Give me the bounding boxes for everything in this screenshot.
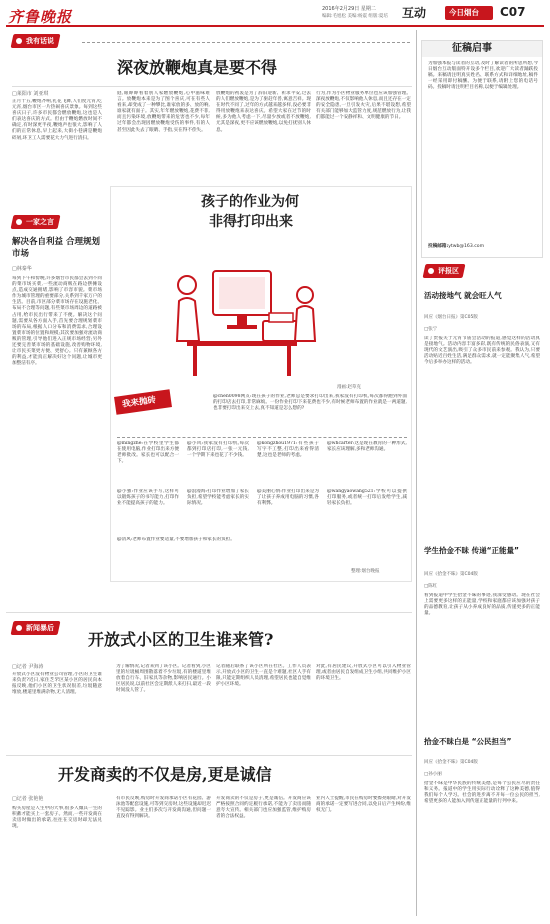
badge-label: 我来抛砖	[121, 395, 157, 410]
comment-9: @清风:老师布置作业要适量,不要增加孩子和家长的负担。	[117, 537, 235, 542]
city-label: 今日烟台	[449, 8, 479, 17]
monitor-base	[227, 325, 257, 329]
child-head	[297, 287, 313, 303]
article3-column-3: 记者随后联系了该小区所在社区。工作人员表示,开放式小区的卫生一直是个难题,社区人手有限,只能定期组织人员清理,希望居民也能自觉维护小区环境。	[216, 664, 311, 688]
cartoon-illustration	[173, 249, 323, 381]
pingbao-item3-title: 拾金不昧白是 “公民担当”	[424, 737, 512, 746]
article3-byline: □记者 尹海涛	[12, 664, 44, 670]
zhenggao-email[interactable]: ytwb@163.com	[448, 244, 485, 249]
zhenggao-body: 为加强本报与读者的互动,及时了解读者的所思所想,今日烟台互动版面特开设多个栏目,欢迎广大读者踊跃投稿。来稿请注明真实姓名、联系方式和详细地址,稿件一经采用即付稿酬。为便于联系,请附上您的电话号码。投稿时请注明栏目名称,以便于编辑处理。	[428, 61, 538, 91]
masthead	[0, 0, 550, 34]
page-number: C07	[500, 5, 526, 19]
issue-date: 2016年2月29日 星期二	[322, 6, 376, 12]
article1-column-3: 放鞭炮的初衷是为了辞旧迎新、祈求平安,过去的人们燃放鞭炮,是为了驱赶年兽,寓意吉祥。现在时代不同了,过年的方式越来越多样,没必要非得用放鞭炮来表达喜庆。希望大家在过节的时候,多为他人考虑一下,尽量少放或者不放鞭炮,尤其是深夜,更不应该燃放鞭炮,以免打扰别人休息。	[216, 91, 311, 133]
pingbao-item2-source: 回应《拾金不昧》第C04版	[424, 572, 478, 577]
section-tag-wo-you-hua-shuo: 我有话说	[11, 34, 61, 48]
section-tag-ping-bao-qu: 评报区	[423, 264, 466, 278]
monitor-screen	[219, 277, 265, 309]
illustration-caption: 漫画:赵草克	[337, 385, 362, 390]
zhenggao-title-bar	[422, 41, 542, 57]
comment-8: @wangyaowang521:学校可以提供打印服务,或者统一打印后发给学生,减轻家长负担。	[327, 489, 407, 507]
pingbao-item3-body: 拾金不昧是中华民族的传统美德,是每个公民应尽的责任和义务。报道中的学生用实际行动诠释了这种美德,值得我们每个人学习。社会的进步离不开每一位公民的担当,希望更多的人能加入到传递正能量的行列中来。	[424, 781, 540, 805]
pingbao-item3-byline: □孙小丽	[424, 772, 442, 777]
feature-title-line-2: 非得打印出来	[209, 214, 293, 230]
pingbao-item1-source: 回应《烟台日报》第C05版	[424, 315, 478, 320]
feature-compiler: 整理:烟台晚报	[351, 569, 380, 574]
comment-5: @小强:作业应该手写,这样可以锻炼孩子的书写能力,打印作业不能提高孩子的能力。	[117, 489, 179, 507]
printer	[263, 321, 299, 341]
article2-title: 解决各自利益 合理规划市场	[12, 237, 100, 259]
article3-column-4: 对此,有居民建议,开放式小区可以引入物业管理,或者由居民自发组成卫生小组,共同维护小区的环境卫生。	[316, 664, 411, 682]
comment-6: @浪漫海:打印作业增加了家长负担,希望学校能考虑家长的实际情况。	[187, 489, 249, 507]
article4-column-3: 开发商卖的不仅是房子,更是诚信。开发商应该严格按照合同约定履行承诺,不能为了卖房而随意夸大宣传。相关部门也应加强监管,维护购房者的合法权益。	[216, 796, 311, 820]
article4-column-4: 业内人士提醒,市民在购房时要擦亮眼睛,对开发商的承诺一定要写进合同,以免日后产生纠纷,维权无门。	[316, 796, 411, 814]
badge-wo-lai-pao-zhuan	[114, 389, 172, 415]
masthead-rule	[6, 25, 544, 27]
article2-body: 每到下午和傍晚,许多烟台市民都会去到不同的菜市场买菜,一些流动商贩在路边摆摊设点,造成交通拥堵,影响了市容市貌。菜市场作为城市管理的重要部分,关系到千家万户的生活。目前,市区部分菜市场存在设施老化、布局不合理等问题,有些菜市场周边的道路被占用,给市民出行带来了不便。解决这个问题,需要从各方面入手,首先要合理规划菜市场的布局,根据人口分布和消费需求,合理设置菜市场的位置和规模;其次要加强对流动商贩的管理,引导他们进入正规市场经营;另外还要完善菜市场的基础设施,改善购物环境,让市民买菜更方便、更舒心。只有兼顾各方的利益,才能真正解决好这个问题,让城市更加整洁有序。	[12, 276, 102, 367]
article1-title: 深夜放鞭炮真是要不得	[117, 58, 278, 77]
article2-byline: □林秦华	[12, 266, 32, 272]
pingbao-item2-body: 看到报道中学生拾金不昧的事迹,我深受感动。现在社会上需要更多这样的正能量,学校和家庭都应该加强对孩子的品德教育,让孩子从小养成良好的品质,传递更多的正能量。	[424, 593, 540, 617]
feature-divider	[117, 437, 407, 438]
pingbao-item1-title: 活动接地气 就会旺人气	[424, 291, 502, 300]
feature-intro: @chen0098网友:现在孩子的作业,老师总是要求打印出来,我家没有打印机,每次都得跑到外面的打印店去打印,非常麻烦。一份作业打印下来花费也不少,有时候老师布置的作业就是一两道题,也非要打印出来交上去,真不知道是怎么想的?	[213, 394, 407, 412]
article1-byline: □莱阳市 刘亚琪	[12, 91, 49, 97]
article3-title: 开放式小区的卫生谁来管?	[88, 630, 274, 649]
article4-byline: □记者 张艳艳	[12, 796, 44, 802]
article1-title-rule	[12, 86, 412, 87]
pingbao-item2-title: 学生拾金不昧 传递“正能量”	[424, 546, 519, 555]
tag-rule	[82, 42, 410, 43]
monitor-stand	[237, 315, 247, 325]
article1-column-1: 正月十五,鞭炮齐响,礼花飞舞,人们度元宵,吃元宵,烟台市区一片热闹喜庆景象。每到这些喜庆日子,许多市民都会燃放鞭炮,这也是人们表达喜庆的方式。但由于鞭炮燃放时间不确定,有时深更半夜,鞭炮声也很大,影响了人们的正常休息,早上起来,大街小巷满是鞭炮碎屑,环卫工人需要花大力气进行清扫。	[12, 99, 102, 141]
parent-body	[177, 298, 199, 341]
feature-title-line-1: 孩子的作业为何	[201, 194, 299, 210]
section-tag-xin-wen-bao-hou: 新闻暴后	[11, 621, 61, 635]
comment-4: @whcarter:这是现在教育的一种形式,家长应该理解,多和老师沟通。	[327, 441, 407, 453]
editor-credits: 编辑:毛旭松 美编:杨震 组版:夏培	[322, 14, 388, 19]
sidebar-divider	[416, 30, 417, 916]
pingbao-item2-byline: □陈红	[424, 584, 438, 589]
zhenggao-box	[421, 40, 543, 258]
section-name: 互动	[402, 6, 427, 20]
desk-leg-right	[287, 346, 291, 376]
article4-top-rule	[6, 755, 412, 756]
newspaper-logo: 齐鲁晚报	[8, 8, 73, 26]
zhenggao-email-row	[428, 244, 484, 250]
article4-title: 开发商卖的不仅是房,更是诚信	[58, 765, 272, 784]
feature-box	[110, 186, 412, 582]
printer-paper	[269, 313, 293, 322]
article1-column-2: 庭,眼睁睁看着别人家燃放鞭炮,心中滋味难言。放鞭炮本来是为了图个喜庆,可在有些人看来,却变成了一种攀比,谁家放的多、放的响,谁家就有面子。其实,年年燃放鞭炮,花费不菲,而且污染环境,放鞭炮带来的危害也不少,每年过年都会出现因燃放鞭炮受伤的事件,有的人甚至因此失去了眼睛、手指,实在得不偿失。	[117, 91, 210, 133]
desk-leg-left	[193, 346, 197, 376]
zhenggao-email-label: 投稿邮箱:	[428, 244, 449, 249]
article1-column-4: 行为,作为小区物业服务单位也应该加强管理。深夜放鞭炮,不仅影响他人休息,而且还存在一定的安全隐患,一旦引发火灾,后果不堪设想,希望有关部门能够加大监管力度,规范燃放行为,让我们都能过一个安静祥和、文明健康的节日。	[316, 91, 411, 121]
article3-column-2: 为了解情况,记者来到了该小区。记者看到,小区里的垃圾桶周围散落着不少垃圾,有的楼道里堆放着自行车、旧家具等杂物,影响居民通行。小区居民说,以前社区会定期派人来打扫,最近一段时间没人管了。	[116, 664, 211, 694]
pingbao-item1-byline: □张宁	[424, 327, 438, 332]
comment-3: @kongzhou1971:有些孩子写字不工整,打印出来看得清楚,这也是老师的考虑。	[257, 441, 319, 459]
article4-column-1: 购买房屋是人生中的大事,很多人倾其一生的积蓄才能买上一套房子。然而,一些开发商在卖房时做出的承诺,往往在交房时却无法兑现。	[12, 806, 102, 830]
city-badge	[445, 6, 493, 20]
comment-1: @mingzhe:在学校里学生都在使用电脑,作业打印出来方便老师批改。家长也可以配合一下。	[117, 441, 179, 465]
article3-top-rule	[6, 612, 412, 613]
child-body	[295, 306, 315, 341]
parent-head	[178, 276, 196, 294]
pingbao-item1-body: 读了贵报关于元宵节庙会活动的报道,感觉这样的活动真是接地气。活动内容丰富多彩,既有传统的民俗表演,又有现代的文艺演出,吸引了众多市民前来参观。我认为,只要活动贴近百姓生活,满足群众需求,就一定能聚集人气,希望今后多举办这样的活动。	[424, 336, 540, 366]
pingbao-item3-source: 回应《拾金不昧》第C04版	[424, 760, 478, 765]
zhenggao-title: 征稿启事	[452, 43, 492, 54]
article4-column-2: 有市民反映,购房时开发商承诺小区有花园、游泳池等配套设施,可等到交房时,这些设施却迟迟不见踪影。业主们多次与开发商沟通,但问题一直没有得到解决。	[116, 796, 211, 820]
section-tag-yi-jia-zhi-yan: 一家之言	[11, 215, 61, 229]
article3-column-1: 开放式小区没有物业公司管理,小区的卫生谁来负责?近日,家住芝罘区某小区的居民向本报反映,他们小区的卫生状况很差,垃圾随意堆放,楼道里堆满杂物,无人清理。	[12, 672, 102, 696]
comment-2: @小风:我家没有打印机,每次都到打印店打印,一张一元钱,一个学期下来也花了不少钱。	[187, 441, 249, 459]
comment-7: @美丽心情:作业打印出来是为了让孩子养成用电脑的习惯,各有利弊。	[257, 489, 319, 507]
